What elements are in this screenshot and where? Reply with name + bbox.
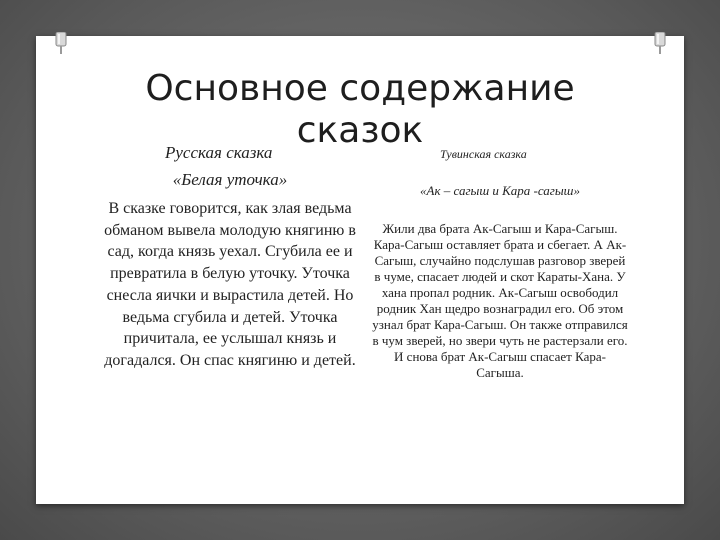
right-story-title: «Ак – сагыш и Кара -сагыш» bbox=[420, 183, 580, 198]
slide-title bbox=[140, 68, 580, 152]
left-column-heading: Русская сказка bbox=[165, 143, 273, 162]
right-column-heading: Тувинская сказка bbox=[440, 147, 527, 161]
pushpin-icon bbox=[653, 32, 667, 54]
left-story-title: «Белая уточка» bbox=[172, 170, 288, 189]
title-line-2: сказок bbox=[296, 110, 424, 151]
pushpin-icon bbox=[54, 32, 68, 54]
left-story-summary: В сказке говорится, как злая ведьма обманом вывела молодую княгиню в сад, когда князь уехал. Сгубила ее и превратила в белую уточку. Уточка снесла яички и вырастила детей. Но ведьма сгубила и детей. Уточка причитала, ее услышал князь и догадался. Он спас княгиню и детей. bbox=[104, 200, 356, 369]
right-story-summary: Жили два брата Ак-Сагыш и Кара-Сагыш. Кара-Сагыш оставляет брата и сбегает. А Ак-Сагыш, случайно подслушав разговор зверей в чуме, спасает людей и скот Караты-Хана. У хана пропал родник. Ак-Сагыш освободил родник Хан щедро вознаградил его. Об этом узнал брат Кара-Сагыш. Он также отправился в чум зверей, но звери чуть не растерзали его. И снова брат Ак-Сагыш спасает Кара-Сагыша. bbox=[372, 221, 628, 380]
title-line-1: Основное содержание bbox=[145, 68, 575, 109]
